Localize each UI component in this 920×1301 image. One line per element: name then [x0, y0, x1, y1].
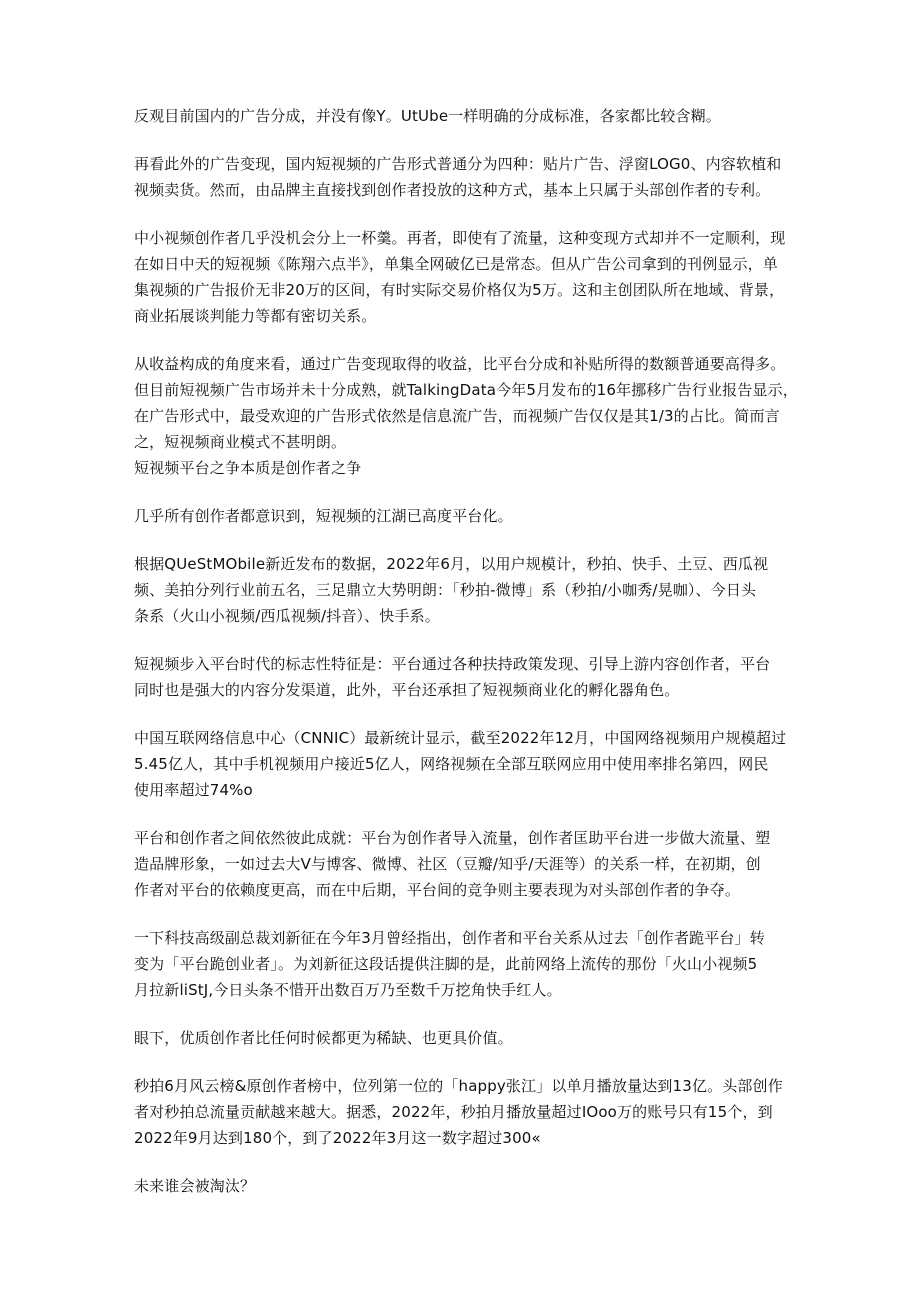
paragraph	[134, 1025, 808, 1051]
text-line: 未来谁会被淘汰？	[134, 1177, 256, 1195]
text-line: 中小视频创作者几乎没机会分上一杯羹。再者，即使有了流量，这种变现方式却并不一定顺利，现	[134, 229, 786, 247]
paragraph-spacer	[134, 1003, 808, 1025]
paragraph-spacer	[134, 329, 808, 351]
paragraph	[134, 503, 808, 529]
text-line: 再看此外的广告变现，国内短视频的广告形式普通分为四种：贴片广告、浮窗LOG0、内容软植和	[134, 155, 782, 173]
text-line: 使用率超过74%o	[134, 781, 253, 799]
text-line: 集视频的广告报价无非20万的区间，有时实际交易价格仅为5万。这和主创团队所在地域、背景，	[134, 281, 785, 299]
paragraph	[134, 351, 808, 481]
text-line: 5.45亿人，其中手机视频用户接近5亿人，网络视频在全部互联网应用中使用率排名第四，网民	[134, 755, 769, 773]
paragraph-spacer	[134, 481, 808, 503]
text-line: 眼下，优质创作者比任何时候都更为稀缺、也更具价值。	[134, 1029, 513, 1047]
paragraph-spacer	[134, 703, 808, 725]
text-line: 2022年9月达到180个，到了2022年3月这一数字超过300«	[134, 1129, 541, 1147]
text-line: 在如日中天的短视频《陈翔六点半》，单集全网破亿已是常态。但从广告公司拿到的刊例显示，单	[134, 255, 778, 273]
paragraph-spacer	[134, 629, 808, 651]
text-line: 几乎所有创作者都意识到，短视频的江湖已高度平台化。	[134, 507, 513, 525]
paragraph-spacer	[134, 803, 808, 825]
text-line: 造品牌形象，一如过去大V与博客、微博、社区（豆瓣/知乎/天涯等）的关系一样，在初期，创	[134, 855, 761, 873]
text-line: 短视频平台之争本质是创作者之争	[134, 459, 362, 477]
text-line: 作者对平台的依赖度更高，而在中后期，平台间的竞争则主要表现为对头部创作者的争夺。	[134, 881, 741, 899]
paragraph	[134, 1173, 808, 1199]
paragraph	[134, 225, 808, 329]
text-line: 频、美拍分列行业前五名，三足鼎立大势明朗：「秒拍-微博」系（秒拍/小咖秀/晃咖）、今日头	[134, 581, 757, 599]
text-line: 变为「平台跪创业者」。为刘新征这段话提供注脚的是，此前网络上流传的那份「火山小视频5	[134, 955, 758, 973]
text-line: 短视频步入平台时代的标志性特征是：平台通过各种扶持政策发现、引导上游内容创作者，平台	[134, 655, 771, 673]
text-line: 反观目前国内的广告分成，并没有像Y。UtUbe一样明确的分成标准，各家都比较含糊。	[134, 107, 721, 125]
paragraph	[134, 1073, 808, 1151]
text-line: 在广告形式中，最受欢迎的广告形式依然是信息流广告，而视频广告仅仅是其1/3的占比。简而言	[134, 407, 780, 425]
document-body	[134, 103, 808, 1199]
paragraph	[134, 551, 808, 629]
paragraph	[134, 651, 808, 703]
paragraph-spacer	[134, 1151, 808, 1173]
text-line: 商业拓展谈判能力等都有密切关系。	[134, 307, 377, 325]
text-line: 但目前短视频广告市场并未十分成熟，就TalkingData今年5月发布的16年挪移广告行业报告显示，	[134, 381, 798, 399]
text-line: 视频卖货。然而，由品牌主直接找到创作者投放的这种方式，基本上只属于头部创作者的专利。	[134, 181, 771, 199]
paragraph-spacer	[134, 129, 808, 151]
paragraph	[134, 151, 808, 203]
paragraph-spacer	[134, 903, 808, 925]
paragraph	[134, 725, 808, 803]
text-line: 一下科技高级副总裁刘新征在今年3月曾经指出，创作者和平台关系从过去「创作者跪平台」转	[134, 929, 765, 947]
text-line: 同时也是强大的内容分发渠道，此外，平台还承担了短视频商业化的孵化器角色。	[134, 681, 680, 699]
text-line: 月拉新liStJ,今日头条不惜开出数百万乃至数千万挖角快手红人。	[134, 981, 562, 999]
paragraph-spacer	[134, 1051, 808, 1073]
text-line: 根据QUeStMObile新近发布的数据，2022年6月，以用户规模计，秒拍、快手、土豆、西瓜视	[134, 555, 769, 573]
text-line: 之，短视频商业模式不甚明朗。	[134, 433, 347, 451]
paragraph	[134, 925, 808, 1003]
paragraph-spacer	[134, 529, 808, 551]
paragraph-spacer	[134, 203, 808, 225]
paragraph	[134, 825, 808, 903]
text-line: 条系（火山小视频/西瓜视频/抖音）、快手系。	[134, 607, 440, 625]
text-line: 秒拍6月风云榜&原创作者榜中，位列第一位的「happy张江」以单月播放量达到13亿。头部创作	[134, 1077, 783, 1095]
text-line: 者对秒拍总流量贡献越来越大。据悉，2022年，秒拍月播放量超过IOoo万的账号只有15个，到	[134, 1103, 773, 1121]
text-line: 中国互联网络信息中心（CNNIC）最新统计显示，截至2022年12月，中国网络视频用户规模超过	[134, 729, 787, 747]
text-line: 平台和创作者之间依然彼此成就：平台为创作者导入流量，创作者匡助平台进一步做大流量、塑	[134, 829, 771, 847]
paragraph	[134, 103, 808, 129]
text-line: 从收益构成的角度来看，通过广告变现取得的收益，比平台分成和补贴所得的数额普通要高得多。	[134, 355, 786, 373]
